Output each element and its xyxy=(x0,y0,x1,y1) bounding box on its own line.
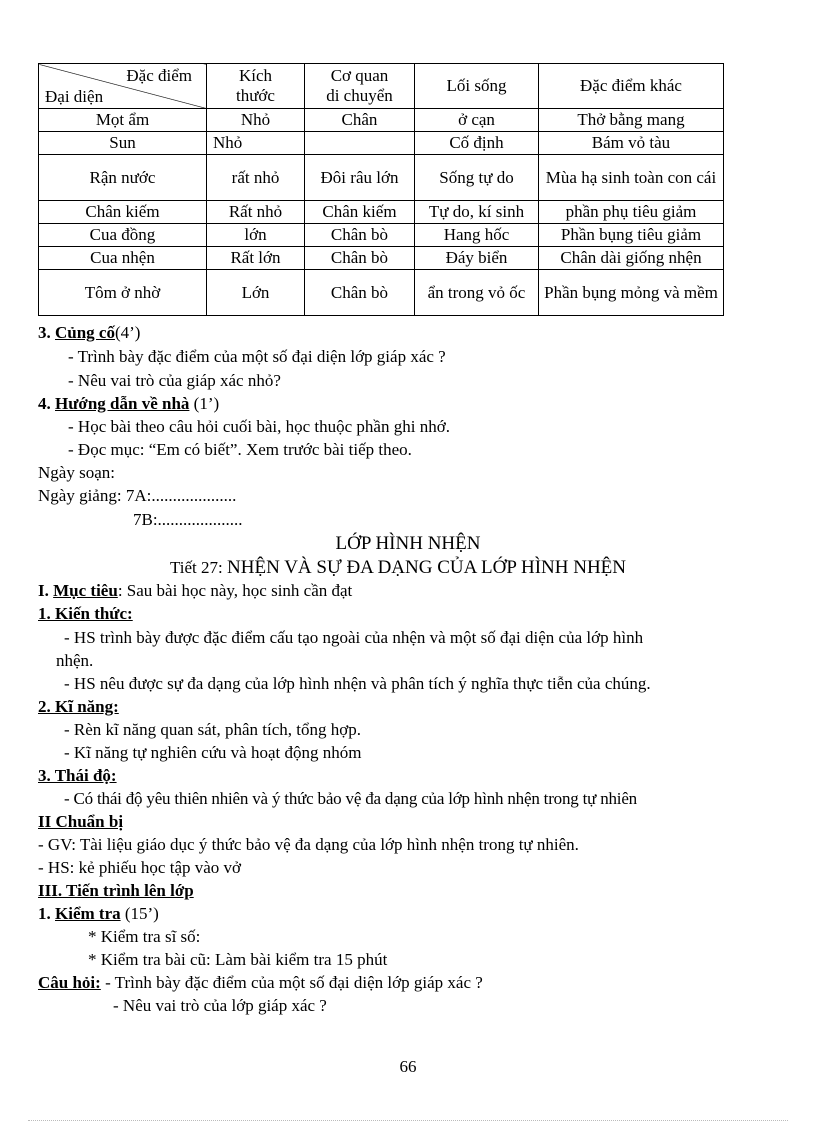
table-cell: Chân dài giống nhện xyxy=(539,247,724,270)
consolidate-heading-text: Củng cố xyxy=(55,323,115,342)
skills-heading: 2. Kĩ năng: xyxy=(38,697,119,716)
page-number: 66 xyxy=(399,1057,417,1076)
table-cell: Chân bò xyxy=(305,270,415,316)
chapter-title: LỚP HÌNH NHỆN xyxy=(335,533,481,554)
table-cell: Cua đồng xyxy=(39,224,207,247)
table-cell: ẩn trong vỏ ốc xyxy=(415,270,539,316)
table-cell: Sun xyxy=(39,132,207,155)
table-cell: ở cạn xyxy=(415,109,539,132)
table-cell: Tôm ở nhờ xyxy=(39,270,207,316)
list-item: - Rèn kĩ năng quan sát, phân tích, tổng hợp. xyxy=(64,720,361,739)
consolidate-time: (4’) xyxy=(114,323,141,342)
table-cell: Chân kiếm xyxy=(39,201,207,224)
table-row xyxy=(39,109,724,132)
table-cell: Chân bò xyxy=(305,224,415,247)
header-lifestyle: Lối sống xyxy=(415,64,539,109)
check-time: (15’) xyxy=(120,904,159,923)
crustacean-table xyxy=(38,63,724,316)
list-item: - Trình bày đặc điểm của một số đại diện lớp giáp xác ? xyxy=(68,347,446,366)
lesson-prefix: Tiết 27: xyxy=(170,558,228,577)
prep-date: Ngày soạn: xyxy=(38,463,115,482)
homework-heading-text: Hướng dẫn về nhà xyxy=(55,394,190,413)
questions-label: Câu hỏi: xyxy=(38,973,101,992)
objectives-heading-text: Mục tiêu xyxy=(53,581,118,600)
table-cell: Hang hốc xyxy=(415,224,539,247)
table-cell: Cố định xyxy=(415,132,539,155)
table-cell: rất nhỏ xyxy=(207,155,305,201)
bottom-dotted-border xyxy=(28,1120,788,1121)
list-item: * Kiểm tra bài cũ: Làm bài kiểm tra 15 phút xyxy=(88,950,388,969)
table-row xyxy=(39,155,724,201)
list-item: - GV: Tài liệu giáo dục ý thức bảo vệ đa dạng của lớp hình nhện trong tự nhiên. xyxy=(38,835,579,854)
table-cell: Chân bò xyxy=(305,247,415,270)
table-header-row xyxy=(39,64,724,109)
table-row xyxy=(39,224,724,247)
lesson-title-text: NHỆN VÀ SỰ ĐA DẠNG CỦA LỚP HÌNH NHỆN xyxy=(227,557,626,578)
list-item: - Học bài theo câu hỏi cuối bài, học thuộc phần ghi nhớ. xyxy=(68,417,450,436)
table-row xyxy=(39,132,724,155)
table-row xyxy=(39,247,724,270)
list-item: - Nêu vai trò của giáp xác nhỏ? xyxy=(68,371,281,390)
table-cell: lớn xyxy=(207,224,305,247)
header-features-label: Đặc điểm xyxy=(126,66,192,85)
table-cell: phần phụ tiêu giảm xyxy=(539,201,724,224)
list-item: - HS: kẻ phiếu học tập vào vở xyxy=(38,858,242,877)
table-cell: Đáy biển xyxy=(415,247,539,270)
list-item: * Kiểm tra sĩ số: xyxy=(88,927,201,946)
table-cell: Phần bụng tiêu giảm xyxy=(539,224,724,247)
header-other-features: Đặc điểm khác xyxy=(539,64,724,109)
table-cell: Rất nhỏ xyxy=(207,201,305,224)
lesson-title xyxy=(170,557,626,580)
table-cell: Lớn xyxy=(207,270,305,316)
preparation-heading: II Chuẩn bị xyxy=(38,812,124,831)
table-cell: Phần bụng mỏng và mềm xyxy=(539,270,724,316)
header-size: Kích thước xyxy=(207,64,305,109)
table-cell: Sống tự do xyxy=(415,155,539,201)
table-row xyxy=(39,201,724,224)
homework-time: (1’) xyxy=(189,394,220,413)
question-2: - Nêu vai trò của lớp giáp xác ? xyxy=(113,996,327,1015)
table-cell: Rận nước xyxy=(39,155,207,201)
consolidate-heading: 3. Củng cố(4’) xyxy=(38,323,141,342)
table-row xyxy=(39,270,724,316)
attitude-heading: 3. Thái độ: xyxy=(38,766,117,785)
check-heading: 1. Kiểm tra (15’) xyxy=(38,904,159,923)
knowledge-heading: 1. Kiến thức: xyxy=(38,604,133,623)
objectives-heading: I. Mục tiêu: Sau bài học này, học sinh cần đạt xyxy=(38,581,353,600)
list-item: - HS nêu được sự đa dạng của lớp hình nhện và phân tích ý nghĩa thực tiễn của chúng. xyxy=(64,674,651,693)
table-cell: Nhỏ xyxy=(207,109,305,132)
table-cell: Mọt ẩm xyxy=(39,109,207,132)
process-heading: III. Tiến trình lên lớp xyxy=(38,881,194,900)
questions-line xyxy=(38,973,483,993)
table-cell: Thở bằng mang xyxy=(539,109,724,132)
table-cell: Chân kiếm xyxy=(305,201,415,224)
table-cell: Nhỏ xyxy=(207,132,305,155)
teach-date-7b: 7B:.................... xyxy=(133,510,243,529)
table-cell: Tự do, kí sinh xyxy=(415,201,539,224)
table-cell: Chân xyxy=(305,109,415,132)
table-cell: Rất lớn xyxy=(207,247,305,270)
list-item: nhện. xyxy=(56,651,94,670)
check-heading-text: Kiểm tra xyxy=(55,904,121,923)
table-cell: Cua nhện xyxy=(39,247,207,270)
list-item: - HS trình bày được đặc điểm cấu tạo ngoài của nhện và một số đại diện của lớp hình xyxy=(64,628,644,647)
table-cell xyxy=(305,132,415,155)
teach-date-7a: Ngày giảng: 7A:.................... xyxy=(38,486,237,505)
table-cell: Đôi râu lớn xyxy=(305,155,415,201)
table-cell: Bám vỏ tàu xyxy=(539,132,724,155)
table-cell: Mùa hạ sinh toàn con cái xyxy=(539,155,724,201)
objectives-intro: : Sau bài học này, học sinh cần đạt xyxy=(117,581,353,600)
list-item: - Có thái độ yêu thiên nhiên và ý thức bảo vệ đa dạng của lớp hình nhện trong tự nhiên xyxy=(64,789,637,808)
header-representative-label: Đại diện xyxy=(45,87,104,106)
homework-heading: 4. Hướng dẫn về nhà (1’) xyxy=(38,394,220,413)
diagonal-header-cell xyxy=(39,64,207,109)
header-locomotion: Cơ quan di chuyển xyxy=(305,64,415,109)
list-item: - Kĩ năng tự nghiên cứu và hoạt động nhóm xyxy=(64,743,362,762)
list-item: - Đọc mục: “Em có biết”. Xem trước bài tiếp theo. xyxy=(68,440,412,459)
question-1: - Trình bày đặc điểm của một số đại diện lớp giáp xác ? xyxy=(100,973,483,992)
